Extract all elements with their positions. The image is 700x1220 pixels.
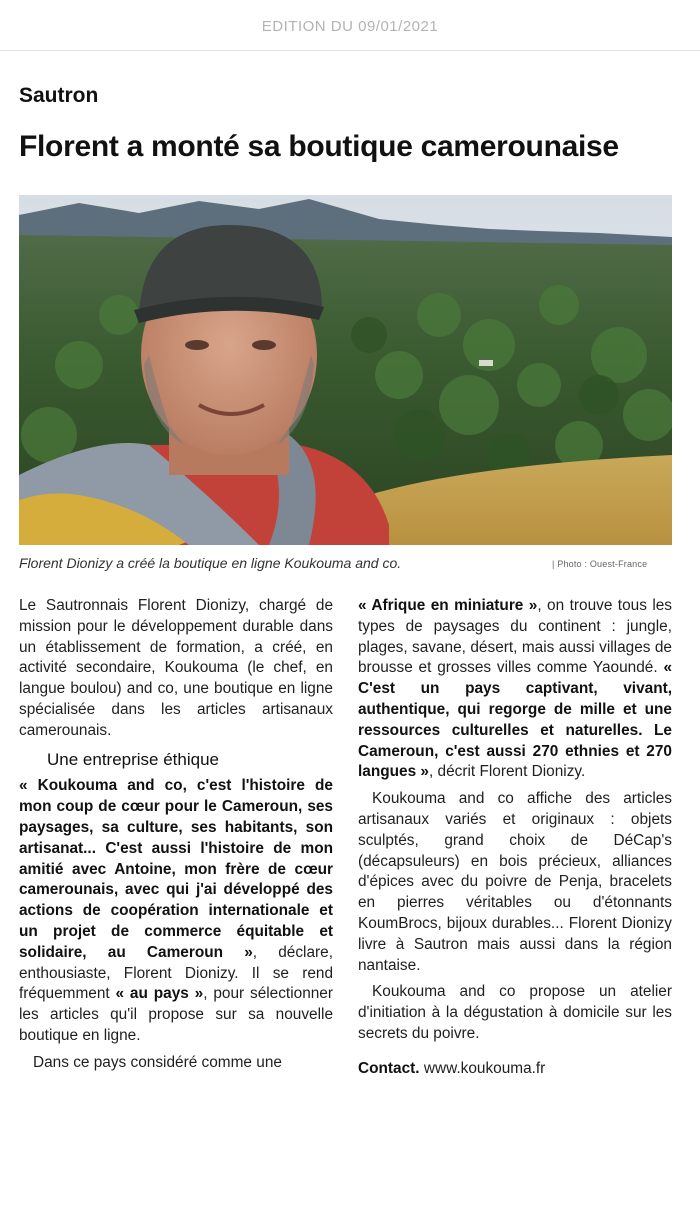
header-divider bbox=[0, 50, 700, 51]
paragraph-intro: Le Sautronnais Florent Dionizy, chargé de mission pour le développement durable dans un établissement de formation, a créé, en activité secondaire, Koukouma (le chef, en langue boulou) and co, une boutique en ligne spécialisée dans les articles artisanaux camerounais. bbox=[19, 597, 333, 739]
photo-illustration bbox=[19, 195, 672, 545]
edition-date: EDITION DU 09/01/2021 bbox=[261, 18, 439, 35]
bold-quote-country: « C'est un pays captivant, vivant, authentique, qui regorge de mille et une ressources culturelles et naturelles. Le Cameroun, c'est aussi 270 ethnies et 270 langues » bbox=[358, 659, 672, 781]
photo-credit: | Photo : Ouest-France bbox=[552, 559, 648, 569]
paragraph-products: Koukouma and co affiche des articles artisanaux variés et originaux : objets sculptés, grand choix de DéCap's (décapsuleurs) en bois précieux, alliances d'épices avec du poivre de Penja, bracelets en pierres véritables ou d'étonnants KoumBrocs, bijoux durables... Florent Dionizy livre à Sautron mais aussi dans la région nantaise. bbox=[358, 790, 672, 974]
subheading: Une entreprise éthique bbox=[47, 749, 220, 769]
paragraph-country bbox=[358, 596, 672, 783]
paragraph-country-start: Dans ce pays considéré comme une bbox=[33, 1053, 282, 1071]
country-text: , on trouve tous les types de paysages du continent : jungle, plages, savane, désert, mais aussi villages de brousse et grosses villes comme Yaoundé. bbox=[358, 597, 672, 677]
quote-attribution: , déclare, enthousiaste, Florent Dionizy. Il se rend fréquemment bbox=[19, 943, 333, 1003]
contact-url[interactable]: www.koukouma.fr bbox=[419, 1059, 546, 1077]
quote-bold: « Koukouma and co, c'est l'histoire de mon coup de cœur pour le Cameroun, ses paysages, sa culture, ses habitants, son artisanat... C'est aussi l'histoire de mon amitié avec Antoine, mon frère de cœur camerounais, avec qui j'ai développé des actions de coopération internationale et un projet de commerce équitable et solidaire, au Cameroun » bbox=[19, 777, 333, 961]
article-column-right bbox=[358, 596, 672, 1080]
photo-caption: Florent Dionizy a créé la boutique en ligne Koukouma and co. bbox=[19, 555, 402, 571]
quote-continuation: , pour sélectionner les articles qu'il propose sur sa nouvelle boutique en ligne. bbox=[19, 985, 333, 1044]
article-photo bbox=[19, 195, 672, 545]
contact-line bbox=[358, 1059, 672, 1080]
paragraph-workshop: Koukouma and co propose un atelier d'initiation à la dégustation à domicile sur les secrets du poivre. bbox=[358, 983, 672, 1042]
contact-label: Contact. bbox=[358, 1059, 420, 1077]
country-attribution: , décrit Florent Dionizy. bbox=[429, 763, 586, 781]
article-column-left bbox=[19, 596, 333, 1074]
article-headline: Florent a monté sa boutique camerounaise bbox=[19, 130, 619, 163]
paragraph-quote bbox=[19, 776, 333, 1046]
bold-afrique: « Afrique en miniature » bbox=[358, 597, 538, 614]
section-rubric: Sautron bbox=[19, 84, 99, 107]
quote-bold-pays: « au pays » bbox=[115, 985, 204, 1003]
